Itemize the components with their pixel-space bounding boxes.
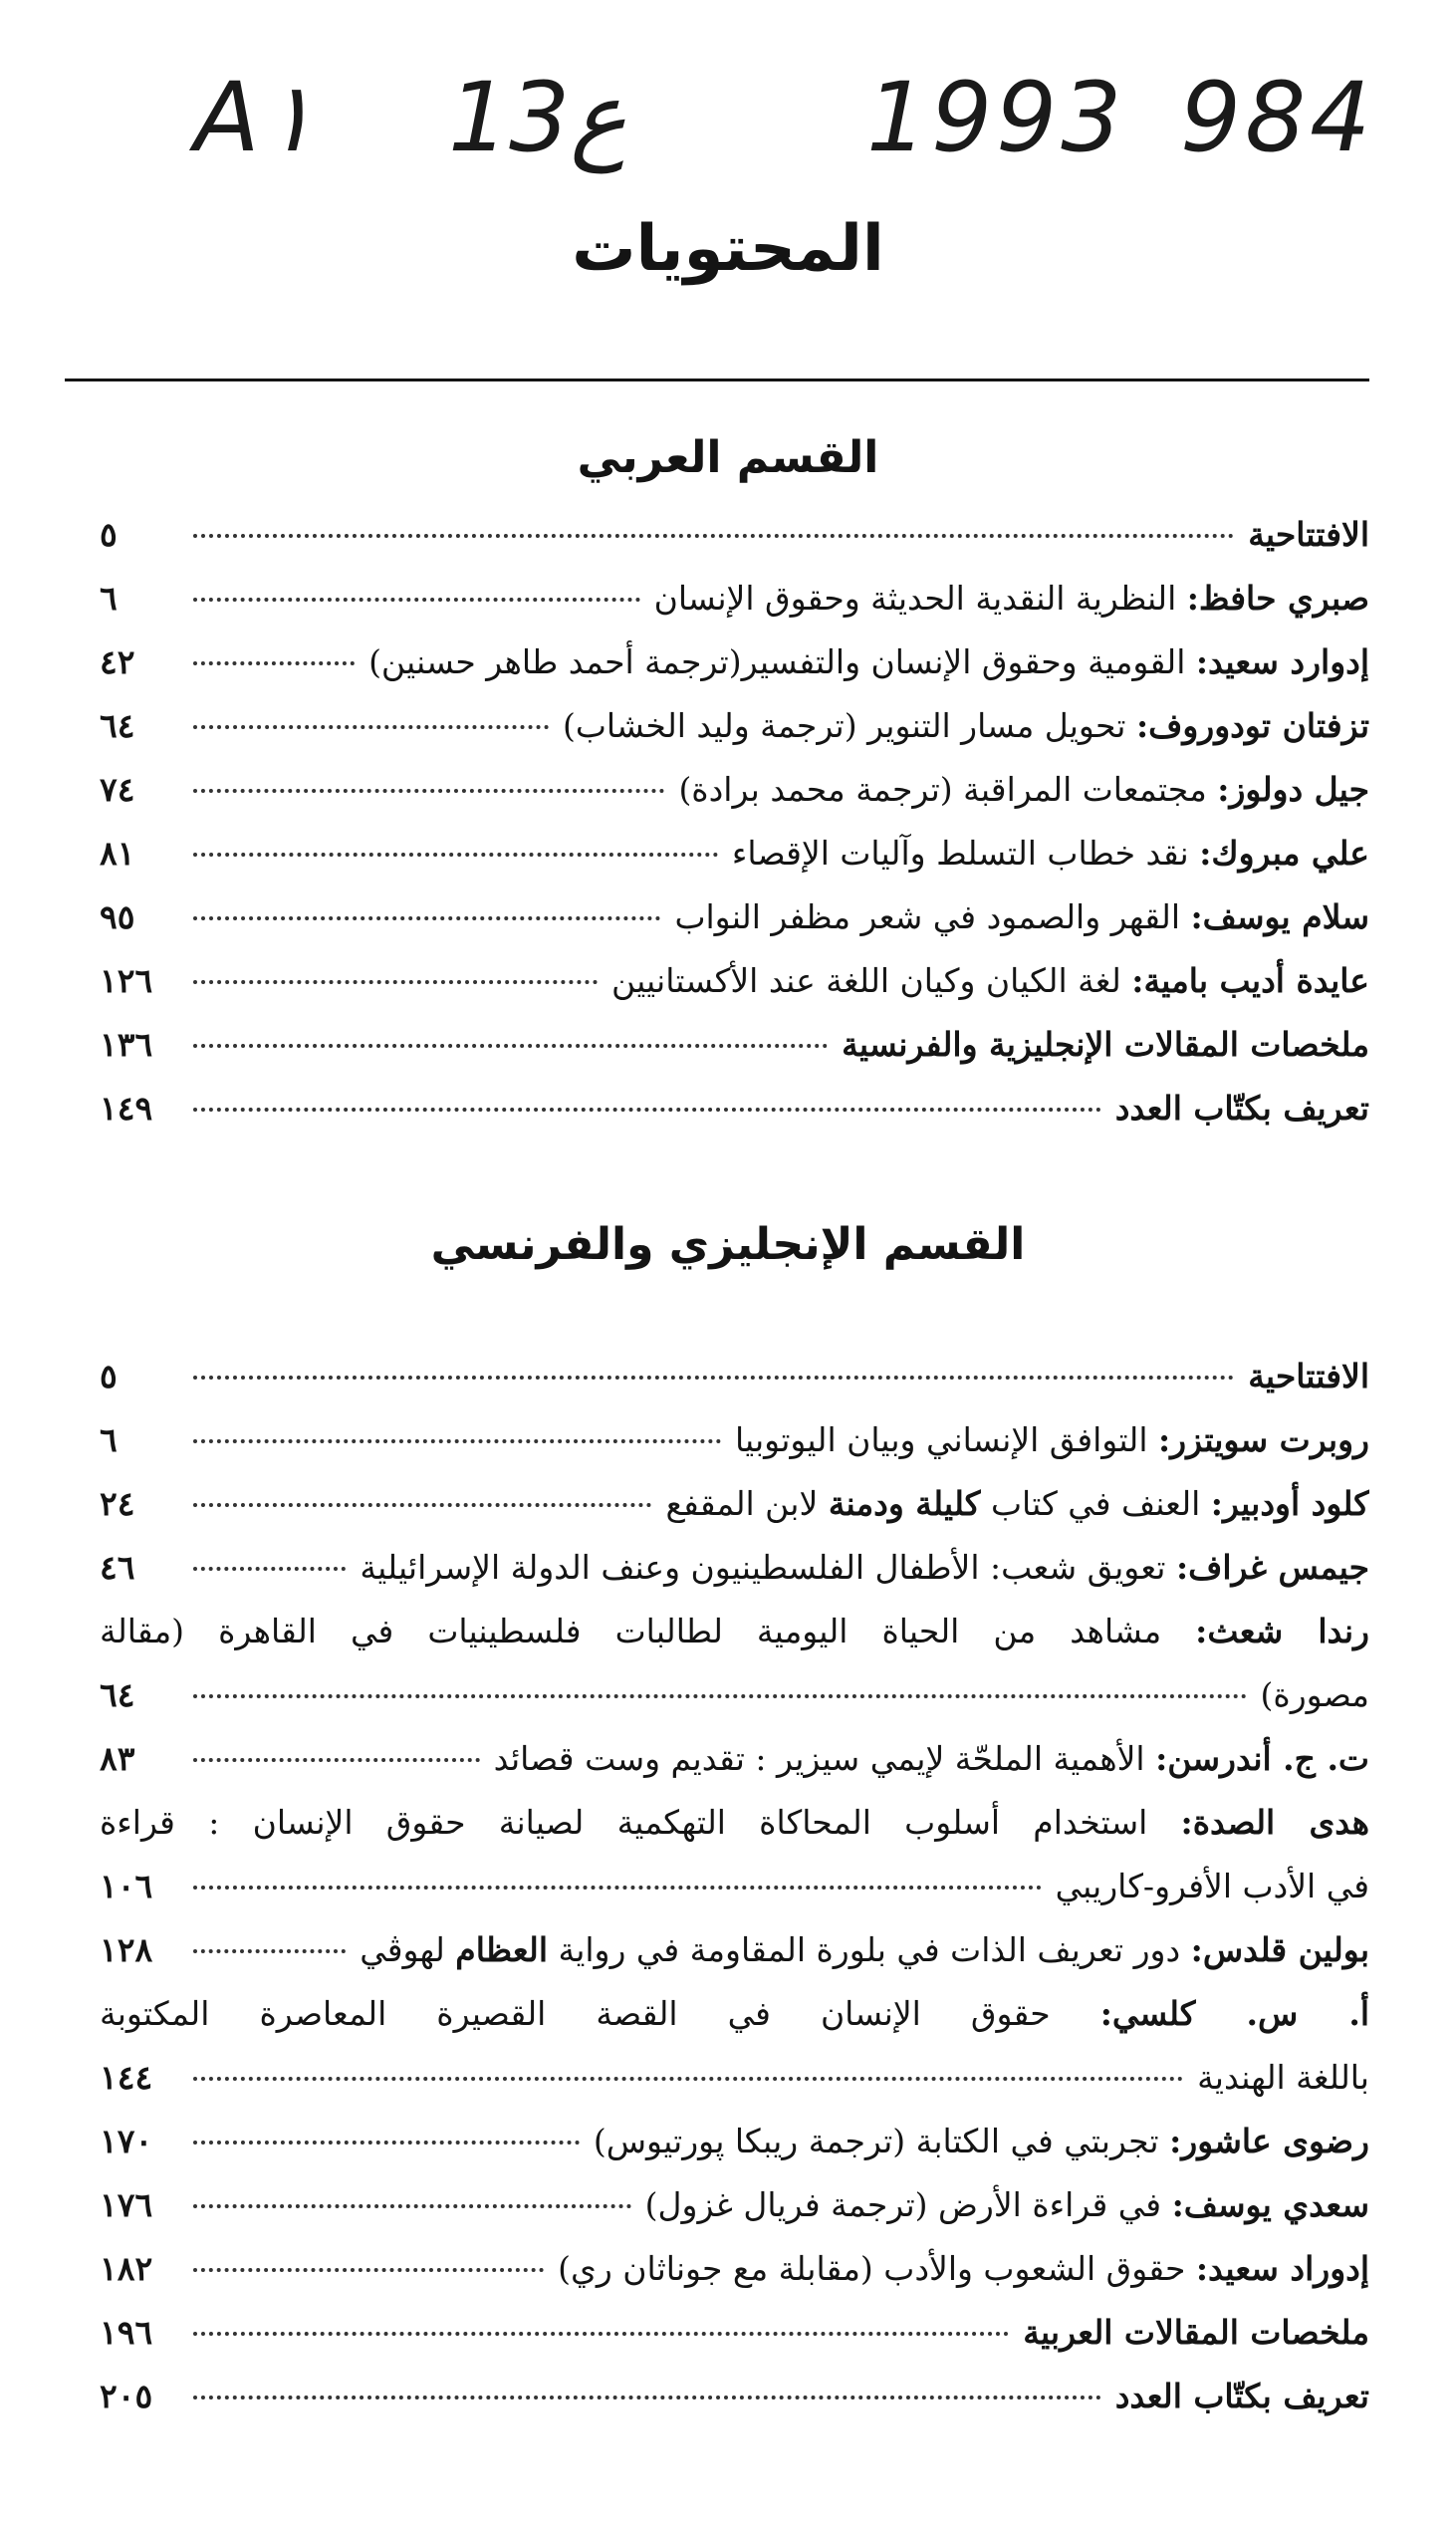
entry-title: تجربتي في الكتابة (ترجمة ريبكا پورتيوس) — [593, 2122, 1159, 2160]
page-number: ١٤٩ — [100, 1089, 153, 1128]
leader-dots — [193, 1694, 1247, 1698]
page-number: ٨٣ — [100, 1739, 135, 1778]
entry-author: أ. س. كلسي: — [1099, 1994, 1369, 2033]
page-number: ١٤٤ — [100, 2058, 153, 2097]
page-number: ١٨٢ — [100, 2249, 153, 2288]
page-number: ٦ — [100, 1420, 118, 1459]
entry-author: عايدة أديب بامية: — [1131, 961, 1369, 1000]
entry-author: ملخصات المقالات العربية — [1023, 2313, 1369, 2352]
entry-book-title: كليلة ودمنة — [828, 1484, 981, 1523]
leader-dots — [193, 916, 660, 920]
page-number: ١٧٠ — [100, 2122, 153, 2160]
entry-author: تعريف بكتّاب العدد — [1114, 1089, 1369, 1128]
entry-author: صبري حافظ: — [1186, 579, 1369, 618]
handwritten-id: 984 — [1180, 62, 1375, 173]
toc-entry[interactable] — [100, 567, 1369, 631]
handwritten-code: A١ — [194, 62, 316, 173]
entry-last-line — [100, 2046, 1369, 2110]
entry-author: الافتتاحية — [1248, 515, 1369, 554]
toc-entry[interactable] — [100, 1408, 1369, 1472]
entry-title: حقوق الشعوب والأدب (مقابلة مع جوناثان ري) — [558, 2249, 1186, 2288]
leader-dots — [193, 2204, 631, 2208]
entry-author: سلام يوسف: — [1190, 897, 1369, 936]
toc-entry[interactable] — [100, 694, 1369, 758]
leader-dots — [193, 1044, 828, 1048]
toc-entry[interactable] — [100, 1077, 1369, 1140]
entry-title: النظرية النقدية الحديثة وحقوق الإنسان — [653, 579, 1177, 618]
toc-entry[interactable] — [100, 1727, 1369, 1791]
leader-dots — [193, 2332, 1009, 2336]
handwritten-year: 1993 — [866, 62, 1126, 173]
toc-entry[interactable] — [100, 2237, 1369, 2301]
entry-title: العنف في كتاب — [990, 1484, 1201, 1523]
entry-title: حقوق الإنسان في القصة القصيرة المعاصرة المكتوبة — [100, 1994, 1051, 2033]
entry-title: استخدام أسلوب المحاكاة التهكمية لصيانة حقوق الإنسان : قراءة — [100, 1803, 1148, 1842]
toc-entry[interactable] — [100, 2365, 1369, 2428]
toc-entry-multiline[interactable] — [100, 1982, 1369, 2110]
leader-dots — [193, 2077, 1183, 2081]
entry-title: الأهمية الملحّة لإيمي سيزير : تقديم وست قصائد — [493, 1739, 1145, 1778]
entry-author: علي مبروك: — [1199, 834, 1369, 873]
english-french-section-heading: القسم الإنجليزي والفرنسي — [430, 1219, 1026, 1270]
page-number: ٤٦ — [100, 1548, 135, 1587]
entry-continuation: باللغة الهندية — [1197, 2058, 1369, 2097]
entry-author: بولين قلدس: — [1190, 1930, 1369, 1969]
entry-author: روبرت سويتزر: — [1158, 1420, 1369, 1459]
toc-entry[interactable] — [100, 1013, 1369, 1077]
entry-continuation: في الأدب الأفرو-كاريبي — [1055, 1867, 1369, 1905]
english-french-toc — [100, 1345, 1369, 2428]
leader-dots — [193, 598, 640, 602]
entry-title: القومية وحقوق الإنسان والتفسير(ترجمة أحمد طاهر حسنين) — [368, 642, 1186, 681]
title-divider — [65, 379, 1369, 381]
page-number: ١٢٨ — [100, 1930, 153, 1969]
page-number: ١٢٦ — [100, 961, 153, 1000]
toc-entry[interactable] — [100, 2110, 1369, 2173]
leader-dots — [193, 789, 664, 793]
leader-dots — [193, 1376, 1234, 1380]
toc-entry[interactable] — [100, 2301, 1369, 2365]
page-number: ٢٤ — [100, 1484, 135, 1523]
entry-title: القهر والصمود في شعر مظفر النواب — [674, 897, 1180, 936]
toc-entry[interactable] — [100, 822, 1369, 885]
entry-author: تزفتان تودوروف: — [1135, 706, 1369, 745]
leader-dots — [193, 1503, 651, 1507]
entry-title: لغة الكيان وكيان اللغة عند الأكستانيين — [610, 961, 1121, 1000]
page-number: ٦٤ — [100, 706, 135, 745]
entry-title: في قراءة الأرض (ترجمة فريال غزول) — [644, 2185, 1162, 2224]
leader-dots — [193, 1886, 1042, 1890]
entry-first-line — [100, 1600, 1369, 1663]
leader-dots — [193, 1567, 346, 1571]
entry-author: تعريف بكتّاب العدد — [1114, 2377, 1369, 2415]
toc-entry[interactable] — [100, 503, 1369, 567]
entry-author: سعدي يوسف: — [1171, 2185, 1369, 2224]
entry-title: نقد خطاب التسلط وآليات الإقصاء — [731, 834, 1189, 873]
entry-title: مجتمعات المراقبة (ترجمة محمد برادة) — [678, 770, 1207, 809]
toc-entry[interactable] — [100, 2173, 1369, 2237]
toc-entry[interactable] — [100, 949, 1369, 1013]
entry-book-title: العظام — [455, 1930, 548, 1969]
arabic-toc — [100, 503, 1369, 1140]
entry-title-end: لهوڤي — [360, 1930, 445, 1969]
entry-title: تعويق شعب: الأطفال الفلسطينيون وعنف الدولة الإسرائيلية — [360, 1548, 1166, 1587]
entry-last-line — [100, 1663, 1369, 1727]
toc-entry[interactable] — [100, 885, 1369, 949]
page-title: المحتويات — [572, 212, 884, 286]
entry-last-line — [100, 1855, 1369, 1918]
page-number: ٦٤ — [100, 1675, 135, 1714]
leader-dots — [193, 980, 598, 984]
entry-first-line — [100, 1791, 1369, 1855]
entry-title-end: لابن المقفع — [665, 1484, 819, 1523]
leader-dots — [193, 853, 718, 857]
page-number: ١٣٦ — [100, 1025, 153, 1064]
leader-dots — [193, 2396, 1101, 2400]
toc-entry[interactable] — [100, 631, 1369, 694]
leader-dots — [193, 725, 549, 729]
entry-title: تحويل مسار التنوير (ترجمة وليد الخشاب) — [562, 706, 1126, 745]
entry-title: مشاهد من الحياة اليومية لطالبات فلسطينيات في القاهرة (مقالة — [100, 1612, 1162, 1650]
entry-title: التوافق الإنساني وبيان اليوتوبيا — [734, 1420, 1148, 1459]
entry-author: الافتتاحية — [1248, 1357, 1369, 1395]
entry-first-line — [100, 1982, 1369, 2046]
entry-author: رضوى عاشور: — [1169, 2122, 1369, 2160]
leader-dots — [193, 1108, 1101, 1112]
leader-dots — [193, 534, 1234, 538]
leader-dots — [193, 2268, 544, 2272]
page-number: ٥ — [100, 515, 118, 554]
entry-author: ت. ج. أندرسن: — [1155, 1739, 1369, 1778]
entry-author: جيمس غراف: — [1175, 1548, 1369, 1587]
page-number: ٤٢ — [100, 642, 135, 681]
entry-author: إدوارد سعيد: — [1195, 642, 1369, 681]
page-number: ٨١ — [100, 834, 135, 873]
entry-author: جيل دولوز: — [1217, 770, 1369, 809]
entry-author: كلود أودبير: — [1210, 1484, 1369, 1523]
toc-entry-multiline[interactable] — [100, 1600, 1369, 1727]
toc-entry[interactable] — [100, 1345, 1369, 1408]
arabic-section-heading: القسم العربي — [577, 432, 879, 483]
page-number: ٦ — [100, 579, 118, 618]
entry-author: إدوراد سعيد: — [1195, 2249, 1369, 2288]
page-number: ١٠٦ — [100, 1867, 153, 1905]
page-number: ٩٥ — [100, 897, 135, 936]
page-number: ٧٤ — [100, 770, 135, 809]
leader-dots — [193, 1439, 721, 1443]
toc-entry[interactable] — [100, 1918, 1369, 1982]
entry-author: هدى الصدة: — [1180, 1803, 1369, 1842]
toc-entry-multiline[interactable] — [100, 1791, 1369, 1918]
entry-author: رندا شعث: — [1195, 1612, 1369, 1650]
page-number: ١٩٦ — [100, 2313, 153, 2352]
toc-entry[interactable] — [100, 1472, 1369, 1536]
leader-dots — [193, 2141, 580, 2145]
leader-dots — [193, 661, 355, 665]
toc-entry[interactable] — [100, 1536, 1369, 1600]
entry-title: دور تعريف الذات في بلورة المقاومة في رواية — [558, 1930, 1181, 1969]
toc-entry[interactable] — [100, 758, 1369, 822]
page-number: ٥ — [100, 1357, 118, 1395]
entry-author: ملخصات المقالات الإنجليزية والفرنسية — [842, 1025, 1369, 1064]
page-number: ٢٠٥ — [100, 2377, 153, 2415]
handwritten-number: 13ع — [448, 62, 627, 173]
leader-dots — [193, 1949, 346, 1953]
page-number: ١٧٦ — [100, 2185, 153, 2224]
entry-continuation: مصورة) — [1260, 1675, 1369, 1714]
leader-dots — [193, 1758, 480, 1762]
